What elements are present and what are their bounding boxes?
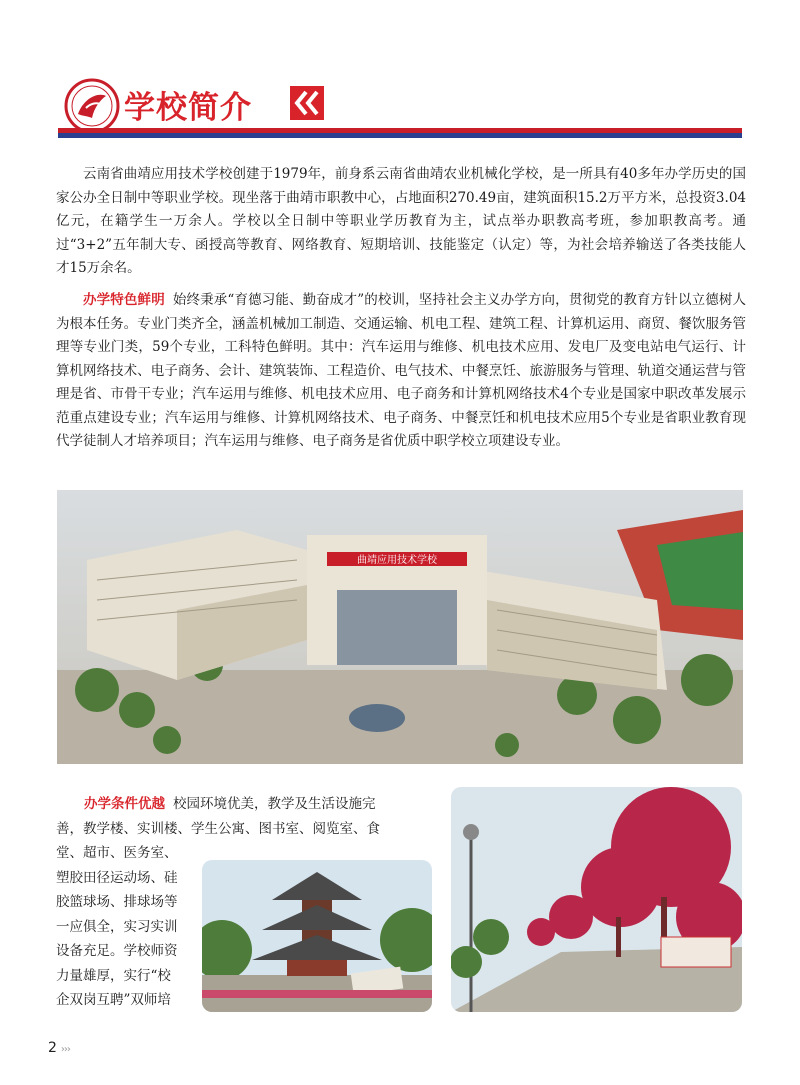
page-number-value: 2 — [48, 1040, 57, 1056]
double-chevron-left-icon — [290, 86, 324, 120]
blossom-trees-photo — [451, 787, 742, 1012]
features-text: 始终秉承“育德习能、勤奋成才”的校训，坚持社会主义办学方向，贯彻党的教育方针以立德树人为根本任务。专业门类齐全，涵盖机械加工制造、交通运输、机电工程、建筑工程、计算机运用、商贸、餐饮服务管理等专业门类，59个专业，工科特色鲜明。其中：汽车运用与维修、机电技术应用、发电厂及变电站电气运行、计算机网络技术、电子商务、会计、建筑装饰、工程造价、电气技术、中餐烹饪、旅游服务与管理、轨道交通运营与管理是省、市骨干专业；汽车运用与维修、机电技术应用、电子商务和计算机网络技术4个专业是国家中职改革发展示范重点建设专业；汽车运用与维修、计算机网络技术、电子商务、中餐烹饪和机电技术应用5个专业是省职业教育现代学徒制人才培养项目；汽车运用与维修、电子商务是省优质中职学校立项建设专业。 — [56, 292, 746, 449]
conditions-line-5: 胶篮球场、排球场等 — [56, 894, 178, 910]
page-title: 学校简介 — [124, 90, 252, 126]
pavilion-photo — [202, 860, 432, 1012]
conditions-line-7: 设备充足。学校师资 — [56, 943, 178, 959]
conditions-line-3: 堂、超市、医务室、 — [56, 845, 178, 861]
conditions-line-8: 力量雄厚，实行“校 — [56, 967, 171, 984]
features-paragraph — [56, 289, 746, 454]
conditions-line-4: 塑胶田径运动场、硅 — [56, 869, 178, 886]
conditions-line-9: 企双岗互聘”双师培 — [56, 992, 171, 1008]
campus-aerial-photo — [57, 490, 743, 764]
features-heading: 办学特色鲜明 — [83, 292, 165, 308]
intro-paragraph: 云南省曲靖应用技术学校创建于1979年，前身系云南省曲靖农业机械化学校，是一所具有40多年办学历史的国家公办全日制中等职业学校。现坐落于曲靖市职教中心，占地面积270.49亩，建筑面积15.2万平方米，总投资3.04亿元，在籍学生一万余人。学校以全日制中等职业学历教育为主，试点举办职教高考班，参加职教高考。通过“3+2”五年制大专、函授高等教育、网络教育、短期培训、技能鉴定（认定）等，为社会培养输送了各类技能人才15万余名。 — [56, 166, 746, 276]
page-arrows: ››› — [60, 1044, 70, 1055]
conditions-line-6: 一应俱全，实习实训 — [56, 918, 178, 935]
conditions-heading: 办学条件优越 — [84, 796, 165, 812]
header-rule-blue — [58, 133, 742, 138]
conditions-line-1: 办学条件优越 校园环境优美，教学及生活设施完 — [84, 796, 376, 812]
campus-sign-text: 曲靖应用技术学校 — [357, 555, 437, 566]
school-emblem-icon — [64, 78, 120, 134]
page-number — [48, 1040, 70, 1056]
conditions-line-2: 善，教学楼、实训楼、学生公寓、图书室、阅览室、食 — [56, 820, 380, 837]
page-header — [0, 60, 800, 150]
